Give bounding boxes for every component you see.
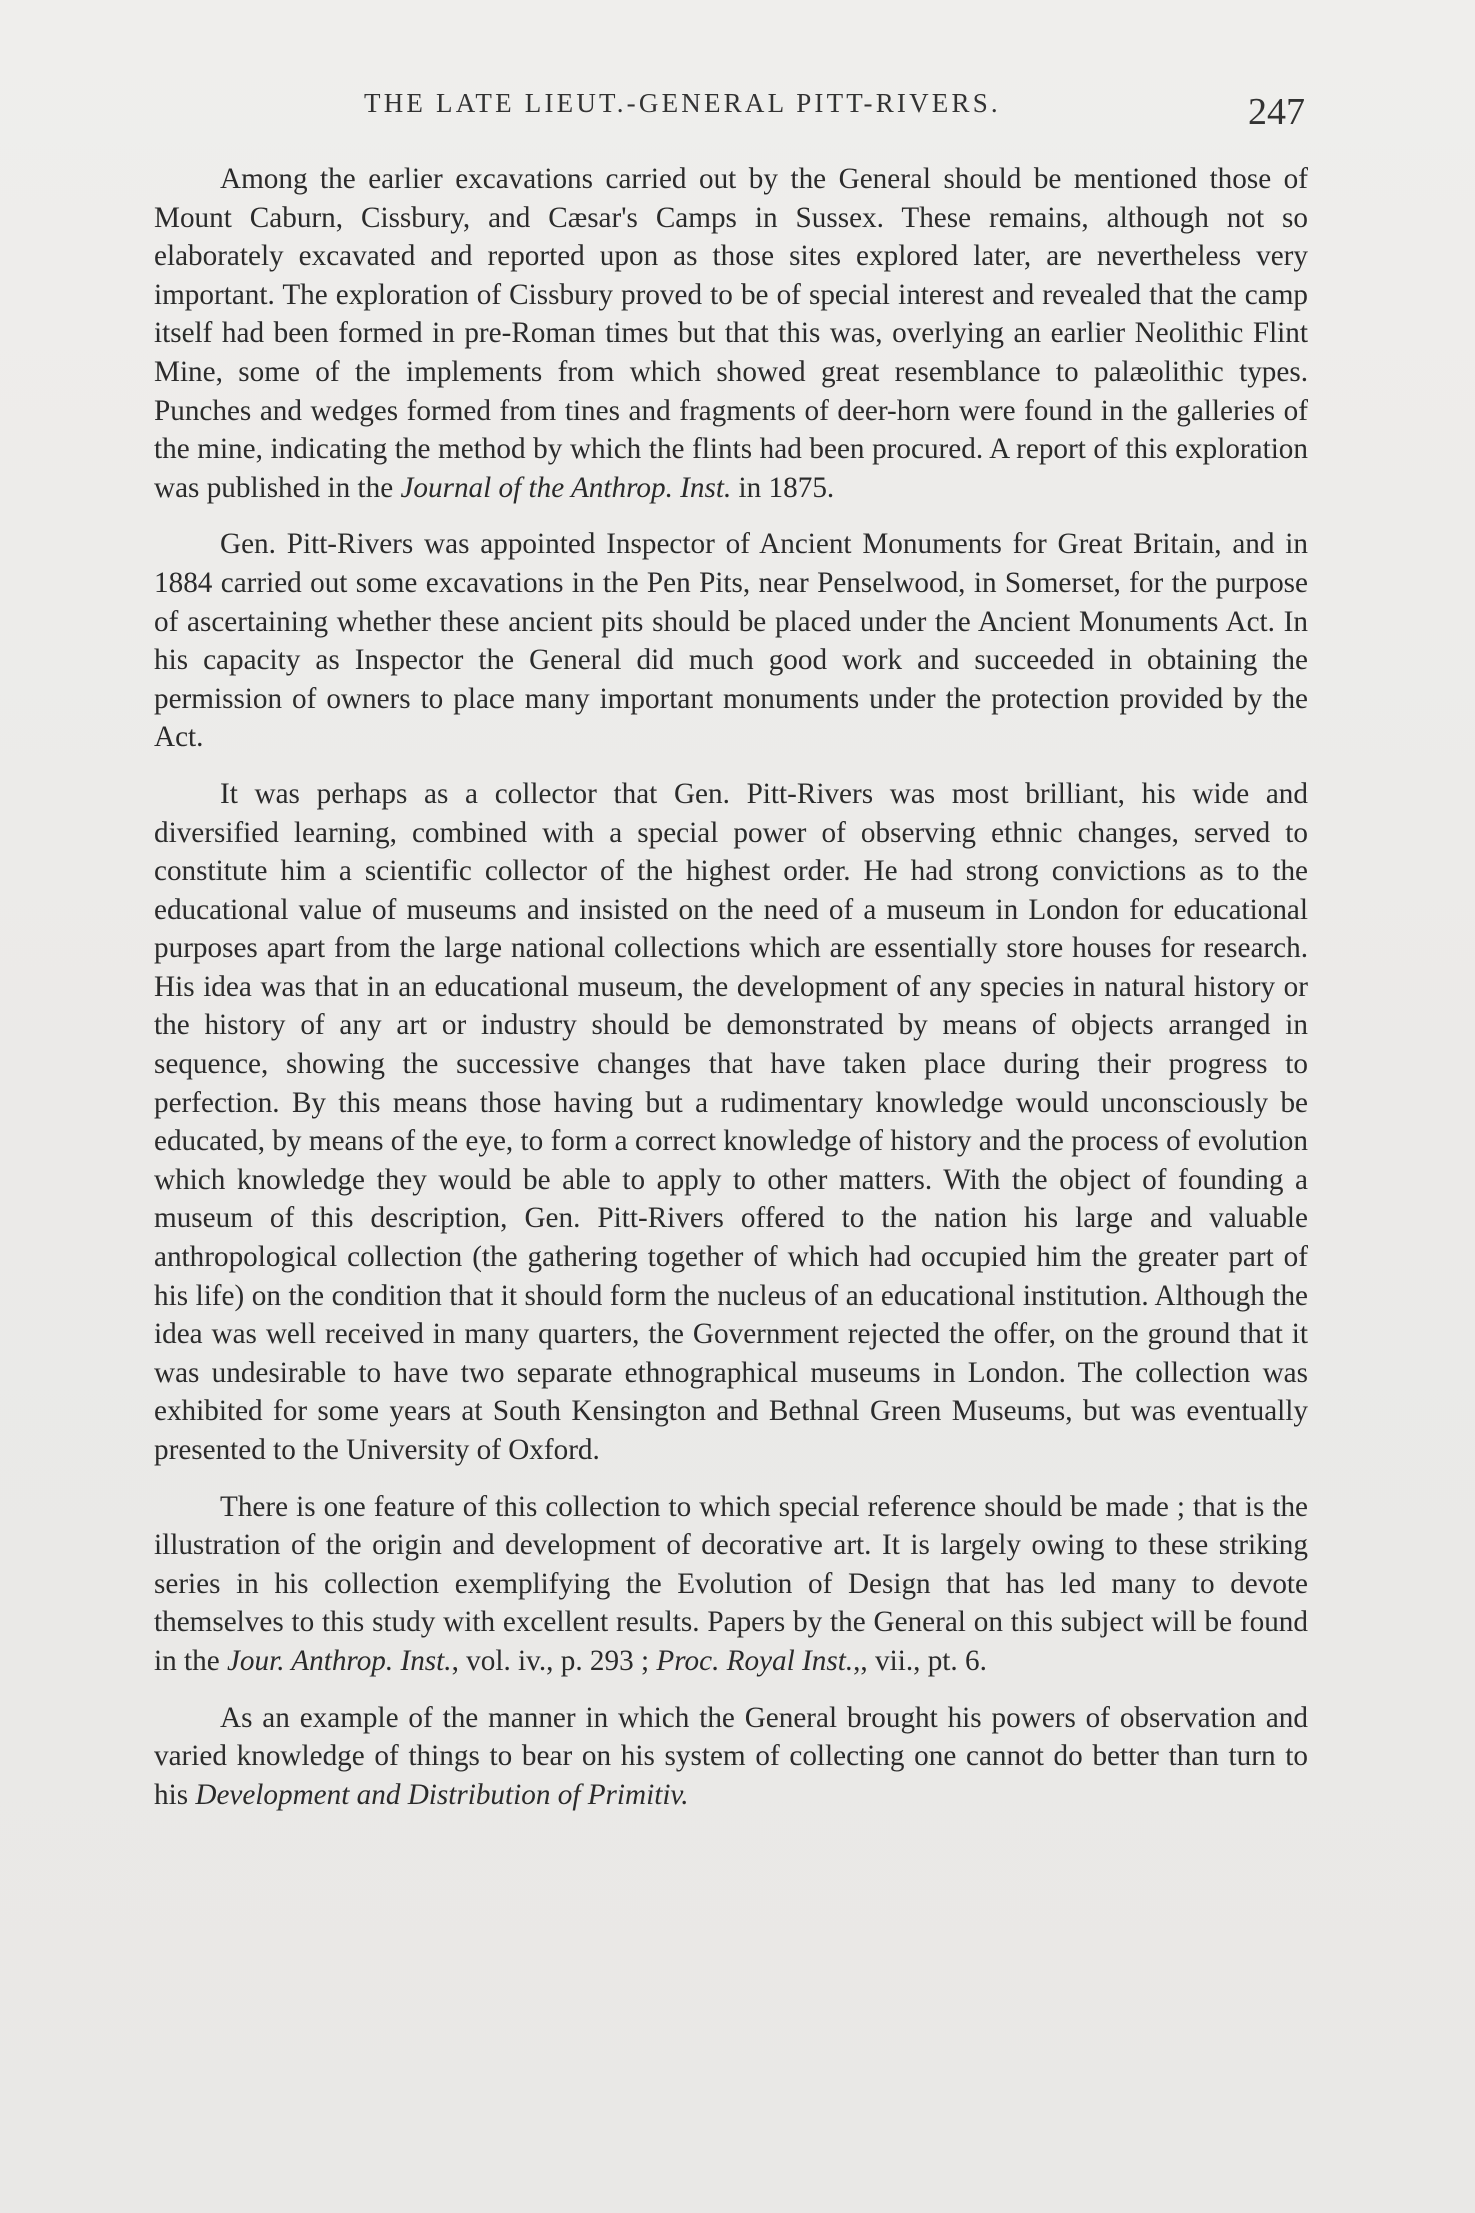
journal-title: Proc. Royal Inst. [656,1644,854,1677]
paragraph [154,525,1308,757]
book-title: Development and Distribution of Primitiv. [195,1778,689,1811]
paragraph [154,1699,1308,1815]
paragraph [154,160,1308,507]
text-run: As an example of the manner in which the General brought his powers of observation and varied knowledge of things to bear on his system of collecting one cannot do better than turn to his [154,1701,1308,1811]
text-run: There is one feature of this collection to which special reference should be made ; that is the illustration of the origin and development of decorative art. It is largely owing to these striking series in his collection exemplifying the Evolution of Design that has led many to devote themselves to this study with excellent results. Papers by the General on this subject will be found in the [154,1490,1308,1677]
paragraph [154,1488,1308,1681]
journal-title: Jour. Anthrop. Inst. [226,1644,452,1677]
text-run: It was perhaps as a collector that Gen. Pitt-Rivers was most brilliant, his wide and diversified learning, combined with a special power of observing ethnic changes, served to constitute him a scientific collector of the highest order. He had strong convictions as to the educational value of museums and insisted on the need of a museum in London for educational purposes apart from the large national collections which are essentially store houses for research. His idea was that in an educational museum, the development of any species in natural history or the history of any art or industry should be demonstrated by means of objects arranged in sequence, showing the successive changes that have taken place during their progress to perfection. By this means those having but a rudimentary knowledge would unconsciously be educated, by means of the eye, to form a correct knowledge of history and the process of evolution which knowledge they would be able to apply to other matters. With the object of founding a museum of this description, Gen. Pitt-Rivers offered to the nation his large and valuable anthropological collection (the gathering together of which had occupied him the greater part of his life) on the condition that it should form the nucleus of an educational institution. Although the idea was well received in many quarters, the Government rejected the offer, on the ground that it was undesirable to have two separate ethnographical museums in London. The collection was exhibited for some years at South Kensington and Bethnal Green Museums, but was eventually presented to the University of Oxford. [154,777,1308,1466]
page-number: 247 [1248,91,1305,133]
body-text [154,160,1308,1814]
text-run: Among the earlier excavations carried out by the General should be mentioned those of Mount Caburn, Cissbury, and Cæsar's Camps in Sussex. These remains, although not so elaborately excavated and reported upon as those sites explored later, are nevertheless very important. The exploration of Cissbury proved to be of special interest and revealed that the camp itself had been formed in pre-Roman times but that this was, overlying an earlier Neolithic Flint Mine, some of the implements from which showed great resemblance to palæolithic types. Punches and wedges formed from tines and fragments of deer-horn were found in the galleries of the mine, indicating the method by which the flints had been procured. A report of this exploration was published in the [154,163,1308,504]
text-run: ,, vii., pt. 6. [853,1644,987,1677]
text-run: in 1875. [731,471,835,504]
text-run: Gen. Pitt-Rivers was appointed Inspector of Ancient Monuments for Great Britain, and in 1884 carried out some excavations in the Pen Pits, near Penselwood, in Somerset, for the purpose of ascertaining whether these ancient pits should be placed under the Ancient Monuments Act. In his capacity as Inspector the General did much good work and succeeded in obtaining the permission of owners to place many important monuments under the protection provided by the Act. [154,528,1308,754]
paragraph [154,775,1308,1470]
text-run: , vol. iv., p. 293 ; [451,1644,657,1677]
journal-title: Journal of the Anthrop. Inst. [400,471,732,504]
running-title: THE LATE LIEUT.-GENERAL PITT-RIVERS. [364,88,1001,118]
